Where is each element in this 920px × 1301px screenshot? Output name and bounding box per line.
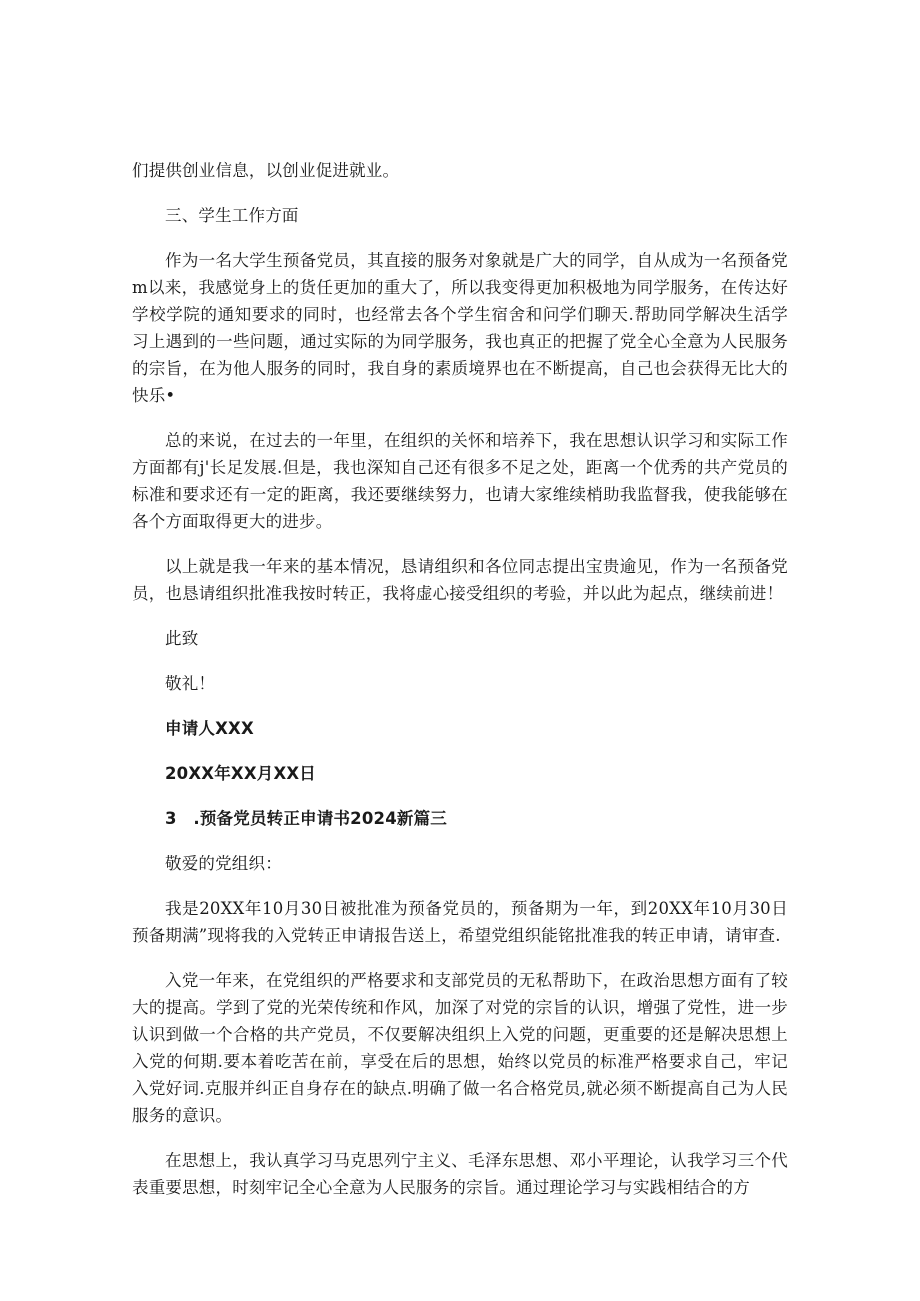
paragraph-student-service: 作为一名大学生预备党员，其直接的服务对象就是广大的同学，自从成为一名预备党m以来，我感觉身上的货任更加的重大了，所以我变得更加积极地为同学服务，在传达好学校学院的通知要求的同时，也经常去各个学生宿舍和问学们聊天.帮助同学解决生活学习上遇到的一些问题，通过实际的为同学服务，我也真正的把握了党全心全意为人民服务的宗旨，在为他人服务的同时，我自身的素质境界也在不断提高，自己也会获得无比大的快乐•	[132, 251, 788, 405]
paragraph-ideology: 在思想上，我认真学习马克思列宁主义、毛泽东思想、邓小平理论，认我学习三个代表重要思想，时刻牢记全心全意为人民服务的宗旨。通过理论学习与实践相结合的方	[132, 1151, 788, 1197]
section-heading-student-work: 三、学生工作方面	[165, 206, 299, 225]
application-date: 20XX年XX月XX日	[165, 764, 316, 783]
applicant-signature: 申请人XXX	[165, 719, 254, 738]
paragraph-approval-dates: 我是20XX年10月30日被批准为预备党员的，预备期为一年，到20XX年10月30日预备期满”现将我的入党转正申请报告送上，希望党组织能铭批准我的转正申请，请审查.	[132, 899, 788, 945]
paragraph-continuation: 们提供创业信息，以创业促进就业。	[132, 161, 400, 180]
closing-regards: 敬礼！	[165, 674, 216, 693]
salutation-party-organization: 敬爱的党组织：	[165, 854, 282, 873]
paragraph-request: 以上就是我一年来的基本情况，恳请组织和各位同志提出宝贵逾见，作为一名预备党员，也恳请组织批准我按时转正，我将虚心接受组织的考验，并以此为起点，继续前进！	[132, 557, 788, 603]
paragraph-summary: 总的来说，在过去的一年里，在组织的关怀和培养下，我在思想认识学习和实际工作方面都有j'长足发展.但是，我也深知自己还有很多不足之处，距离一个优秀的共产党员的标准和要求还有一定的距离，我还要继续努力，也请大家维续梢助我监督我，使我能够在各个方面取得更大的进步。	[132, 431, 788, 531]
paragraph-one-year-review: 入党一年来，在党组织的严格要求和支部党员的无私帮助下，在政治思想方面有了较大的提高。学到了党的光荣传统和作风，加深了对党的宗旨的认识，增强了党性，进一步认识到做一个合格的共产党员，不仅要解决组织上入党的问题，更重要的还是解决思想上入党的何期.要本着吃苦在前，享受在后的思想，始终以党员的标准严格要求自己，牢记入党好词.克服并纠正自身存在的缺点.明确了做一名合格党员,就必须不断提高自己为人民服务的意识。	[132, 971, 788, 1125]
section-title-part-three: 3 .预备党员转正申请书2024新篇三	[165, 809, 447, 828]
closing-salutation: 此致	[165, 629, 199, 648]
document-page	[132, 157, 788, 1201]
